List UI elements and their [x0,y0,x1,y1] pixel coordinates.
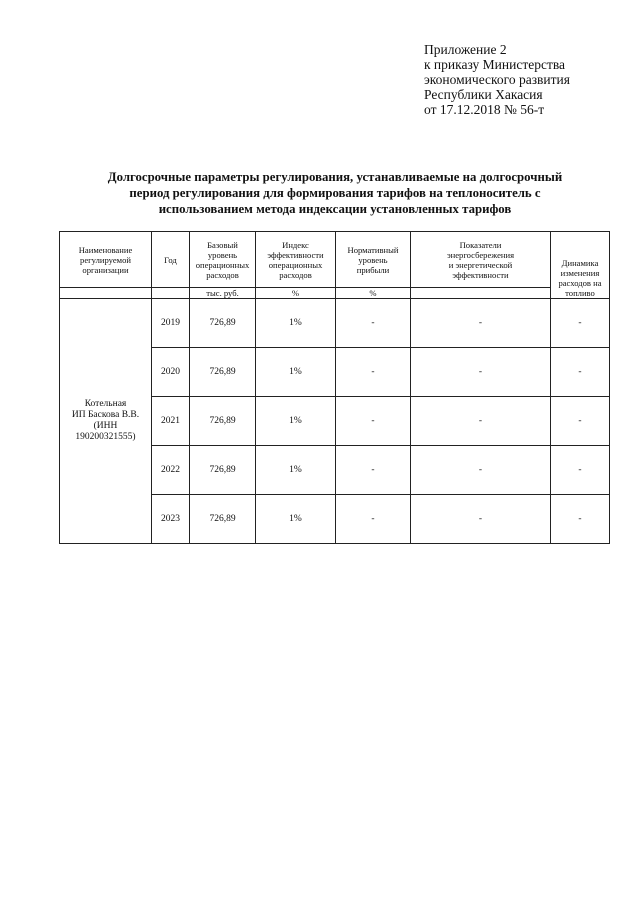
appendix-line: от 17.12.2018 № 56-т [424,102,545,117]
organization-line: Котельная [84,399,127,409]
header-text: уровень [207,249,238,260]
unit-cell: тыс. руб. [190,288,256,299]
header-text: Нормативный [347,244,399,255]
table-row [60,299,610,348]
header-text: уровень [358,254,388,265]
header-text: операционных [268,259,323,270]
profit-cell: - [336,446,411,495]
dynamics-cell: - [551,495,610,544]
header-text: расходов на [558,278,602,288]
header-text: Индекс [282,239,309,250]
header-efficiency-index [256,232,336,288]
header-text: расходов [279,269,312,280]
header-text: энергосбережения [446,249,515,260]
year-cell: 2019 [152,299,190,348]
header-fuel-dynamics [551,232,610,299]
base-cost-cell: 726,89 [190,397,256,446]
year-cell: 2021 [152,397,190,446]
header-row [60,232,610,288]
energy-cell: - [411,348,551,397]
base-cost-cell: 726,89 [190,348,256,397]
appendix-line: экономического развития [424,72,570,87]
header-text: расходов [206,269,239,280]
title-line: Долгосрочные параметры регулирования, устанавливаемые на долгосрочный [107,170,563,184]
header-text: Наименование [78,244,133,255]
index-cell: 1% [256,299,336,348]
dynamics-cell: - [551,446,610,495]
index-cell: 1% [256,446,336,495]
header-text: топливо [565,288,595,298]
appendix-line: Республики Хакасия [424,87,543,102]
header-text: и энергетической [448,259,513,270]
energy-cell: - [411,446,551,495]
organization-line: (ИНН [93,421,118,431]
base-cost-cell: 726,89 [190,299,256,348]
base-cost-cell: 726,89 [190,495,256,544]
profit-cell: - [336,299,411,348]
header-text: эффективности [267,249,324,260]
index-cell: 1% [256,348,336,397]
header-text: изменения [560,268,600,278]
base-cost-cell: 726,89 [190,446,256,495]
header-text: регулируемой [80,254,131,265]
unit-cell: % [256,288,336,299]
organization-cell [60,299,152,544]
year-cell: 2020 [152,348,190,397]
header-text: Год [164,254,177,265]
organization-line: ИП Баскова В.В. [71,410,140,420]
year-cell: 2022 [152,446,190,495]
header-text: операционных [195,259,250,270]
header-text: Динамика [561,258,599,268]
header-energy-indicators [411,232,551,288]
year-cell: 2023 [152,495,190,544]
header-text: Базовый [207,239,238,250]
header-profit-level [336,232,411,288]
profit-cell: - [336,397,411,446]
index-cell: 1% [256,397,336,446]
organization-line: 190200321555) [75,432,136,442]
unit-cell [60,288,152,299]
appendix-block [424,42,624,117]
appendix-line: к приказу Министерства [424,57,566,72]
appendix-line: Приложение 2 [424,42,507,57]
energy-cell: - [411,397,551,446]
unit-cell [411,288,551,299]
profit-cell: - [336,495,411,544]
profit-cell: - [336,348,411,397]
energy-cell: - [411,299,551,348]
header-year [152,232,190,288]
document-title [70,169,600,217]
dynamics-cell: - [551,348,610,397]
header-text: Показатели [459,239,502,250]
unit-cell [152,288,190,299]
parameters-table [59,231,610,544]
title-line: период регулирования для формирования тарифов на теплоноситель с [129,186,541,200]
energy-cell: - [411,495,551,544]
title-line: использованием метода индексации установленных тарифов [158,202,512,216]
unit-cell: % [336,288,411,299]
dynamics-cell: - [551,299,610,348]
header-text: прибыли [356,264,390,275]
header-base-costs [190,232,256,288]
dynamics-cell: - [551,397,610,446]
index-cell: 1% [256,495,336,544]
header-text: эффективности [452,269,509,280]
units-row [60,288,610,299]
header-organization [60,232,152,288]
header-text: организации [82,264,129,275]
